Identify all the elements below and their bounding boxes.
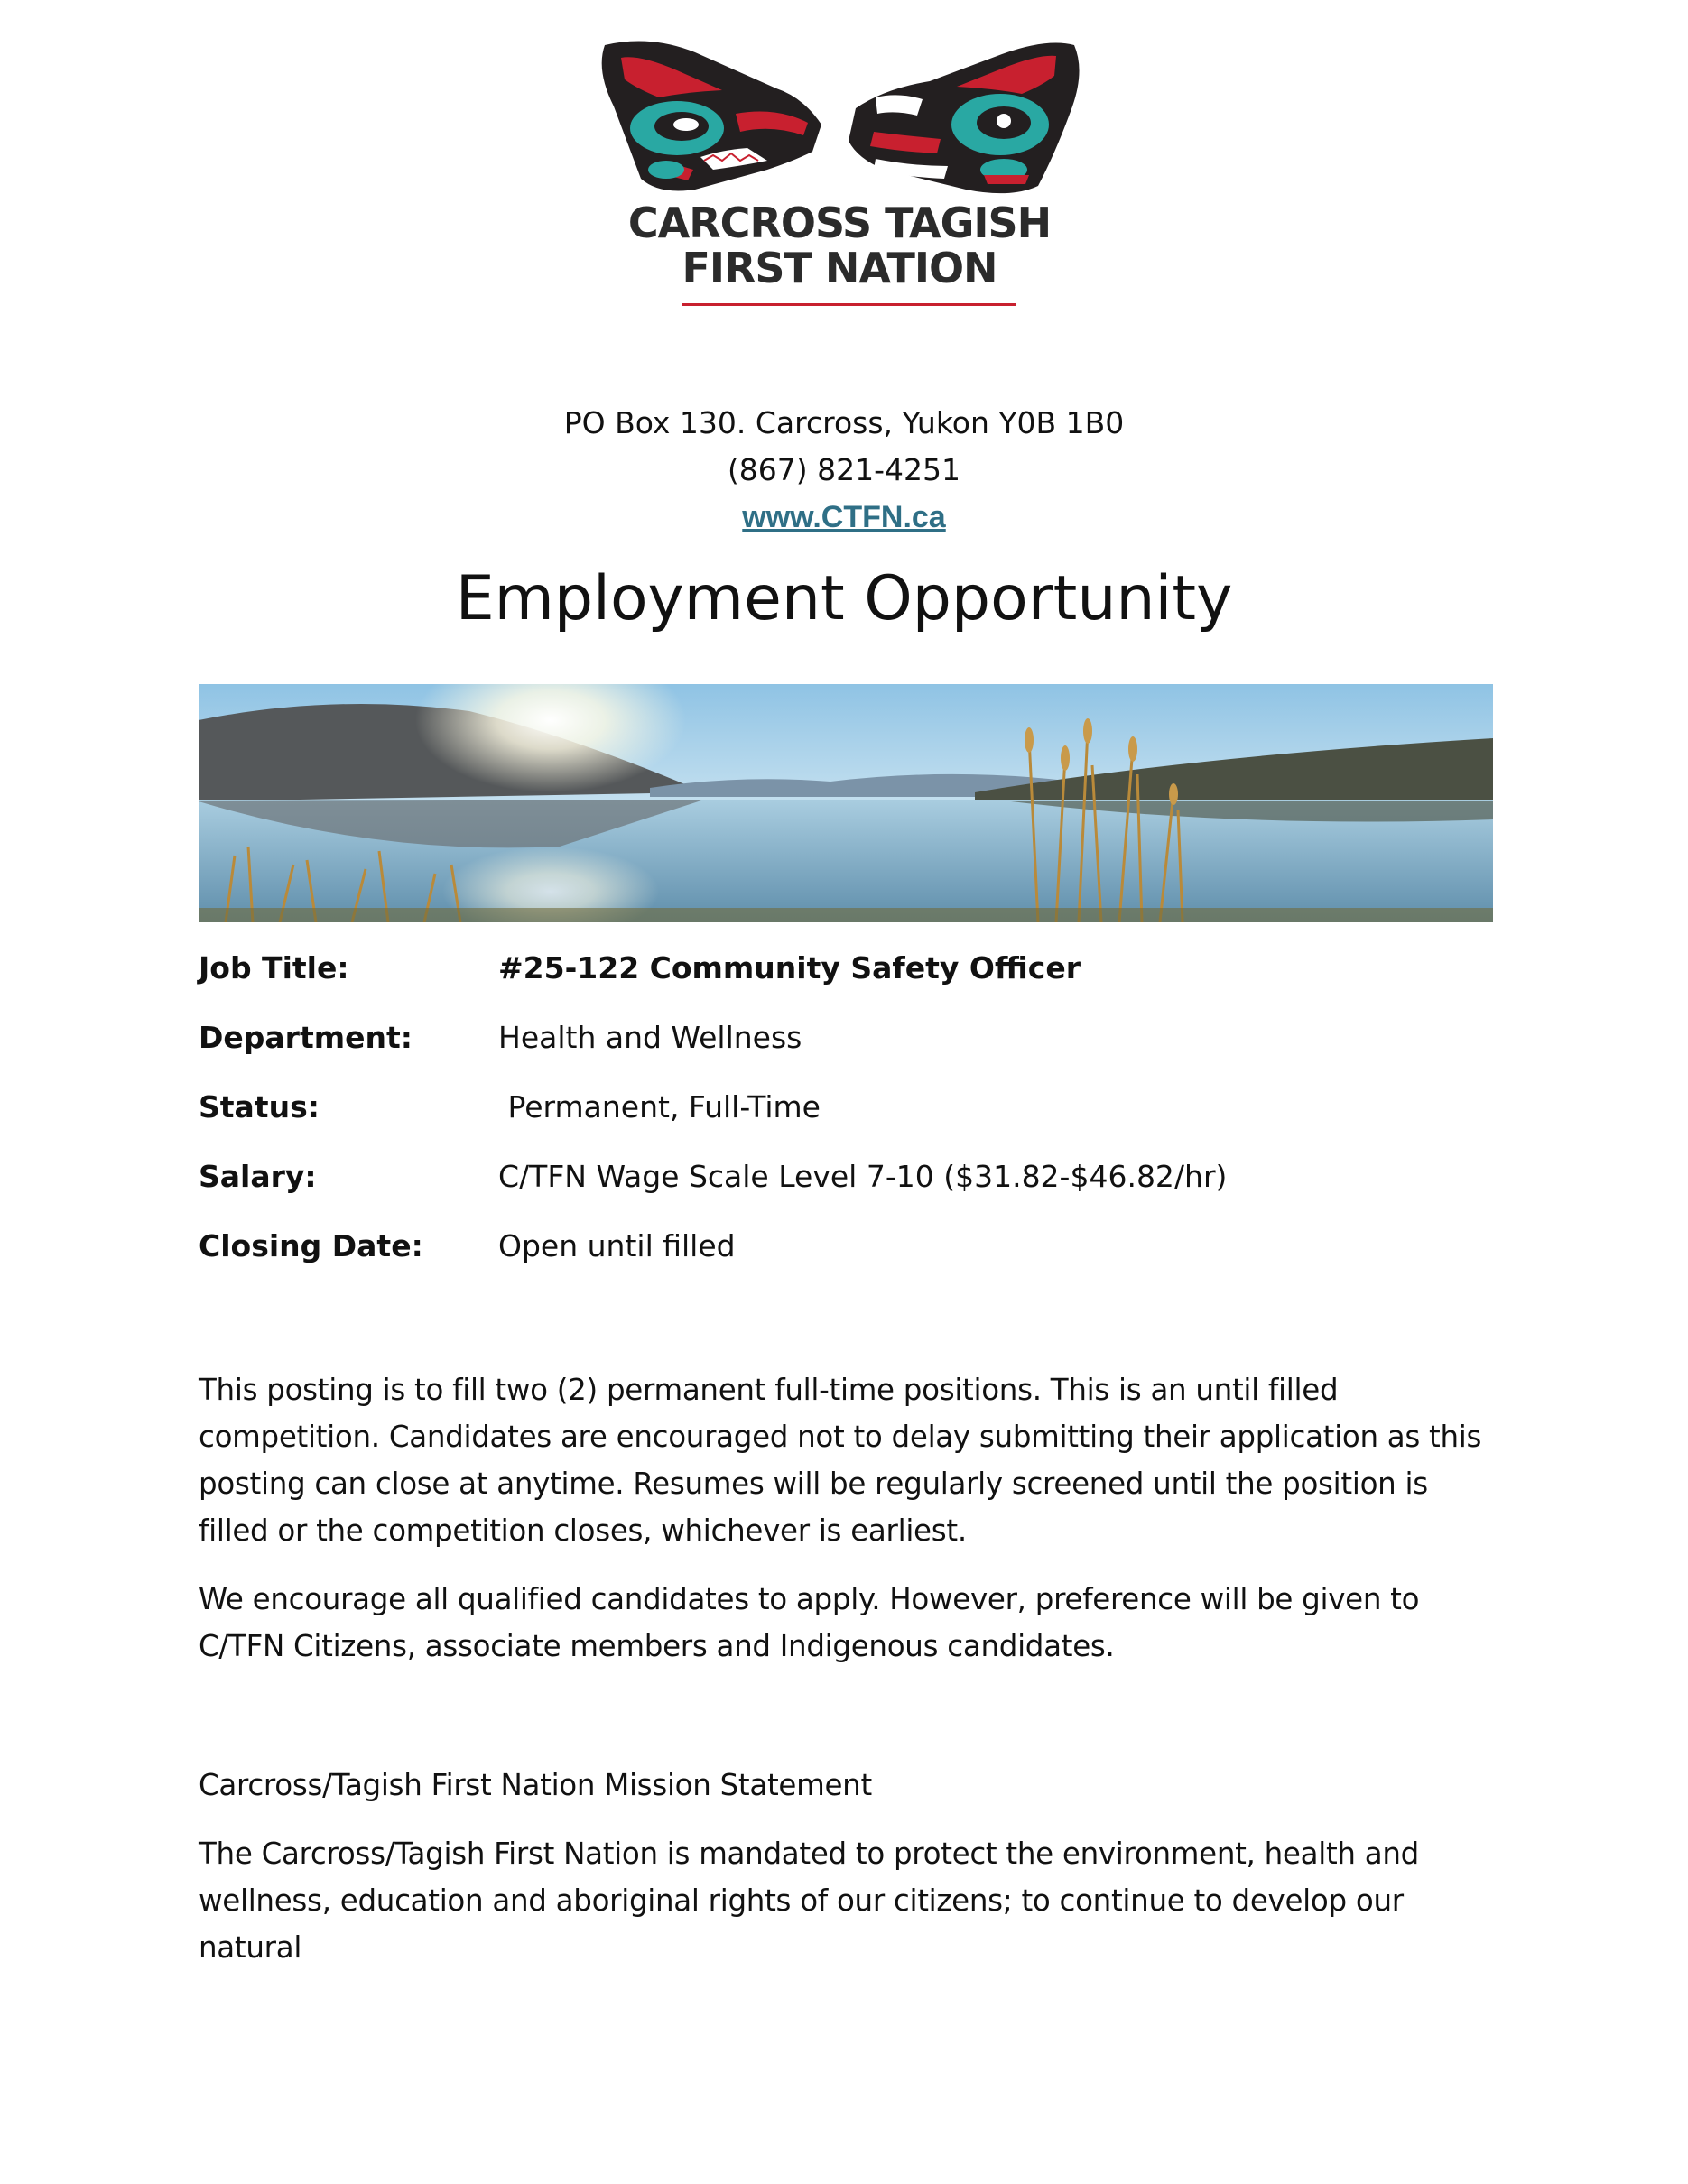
- detail-value: #25-122 Community Safety Officer: [498, 950, 1081, 986]
- logo-wordmark-line1: CARCROSS TAGISH: [627, 199, 1052, 247]
- website-link[interactable]: www.CTFN.ca: [742, 500, 946, 534]
- detail-value: Permanent, Full-Time: [498, 1089, 821, 1124]
- detail-row-salary: [199, 1161, 1493, 1231]
- detail-label: Status:: [199, 1089, 320, 1124]
- detail-label: Job Title:: [199, 950, 349, 986]
- detail-row-department: [199, 1020, 1493, 1092]
- logo-wordmark-line2: FIRST NATION: [682, 244, 997, 292]
- contact-address: PO Box 130. Carcross, Yukon Y0B 1B0: [563, 405, 1125, 440]
- ctfn-logo: [587, 34, 1092, 314]
- mission-heading: Carcross/Tagish First Nation Mission Statement: [199, 1768, 872, 1802]
- detail-value: Open until filled: [498, 1228, 736, 1263]
- detail-label: Closing Date:: [199, 1228, 423, 1263]
- detail-value: C/TFN Wage Scale Level 7-10 ($31.82-$46.82/hr): [498, 1159, 1228, 1194]
- detail-value: Health and Wellness: [498, 1020, 802, 1055]
- posting-paragraph: This posting is to fill two (2) permanent full-time positions. This is an until filled competition. Candidates are encouraged not to delay submitting their application as this posting can close at anytime. Resumes will be regularly screened until the position is filled or the competition closes, whichever is earliest.: [199, 1373, 1482, 1548]
- page-title: Employment Opportunity: [455, 563, 1233, 634]
- contact-phone: (867) 821-4251: [727, 452, 961, 487]
- logo-underline: [682, 303, 1016, 306]
- lake-landscape-banner: [199, 684, 1493, 922]
- detail-row-job-title: [199, 950, 1493, 1023]
- detail-label: Department:: [199, 1020, 413, 1055]
- mission-paragraph: The Carcross/Tagish First Nation is mandated to protect the environment, health and wellness, education and aboriginal rights of our citizens; to continue to develop our natural: [199, 1837, 1419, 1965]
- detail-row-status: [199, 1089, 1493, 1161]
- job-details: [199, 950, 1493, 1300]
- ctfn-formline-crest-icon: [587, 34, 1092, 206]
- detail-label: Salary:: [199, 1159, 317, 1194]
- detail-row-closing-date: [199, 1228, 1493, 1300]
- preference-paragraph: We encourage all qualified candidates to apply. However, preference will be given to C/TFN Citizens, associate members and Indigenous candidates.: [199, 1582, 1420, 1663]
